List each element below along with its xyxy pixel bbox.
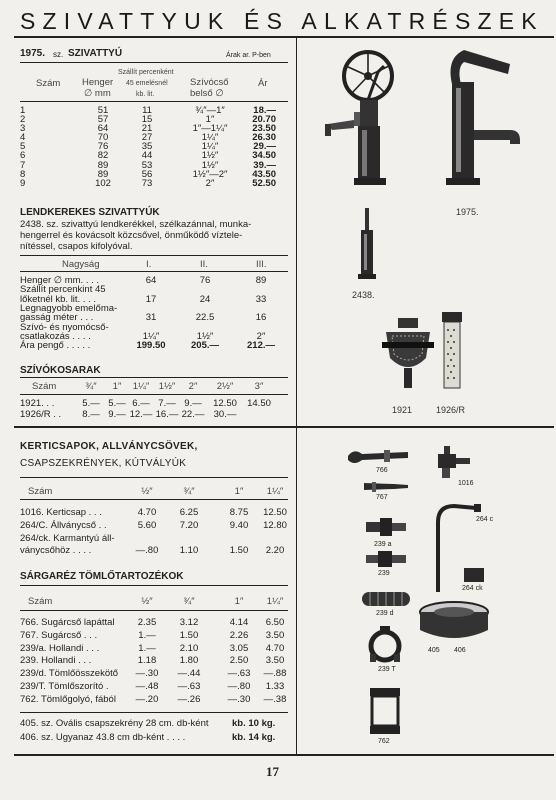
pump-szivo-cell: 1½″ xyxy=(201,159,219,171)
caption-239: 239 xyxy=(378,570,390,577)
caption-1921: 1921 xyxy=(392,405,413,415)
caption-239d: 239 d xyxy=(376,610,394,617)
pump-henger-cell: 89 xyxy=(97,168,109,180)
sarga-row-value: —.30 xyxy=(135,668,159,680)
sarga-row-value: 2.26 xyxy=(229,629,249,641)
kosar-row-value: 6.— xyxy=(132,398,150,409)
lend-row-label: gasság méter . . . xyxy=(20,312,94,324)
kosar-row-value: 8.— xyxy=(82,409,100,420)
lend-row-v3: 2″ xyxy=(256,330,266,342)
lendkerekes-heading: LENDKEREKES SZIVATTYÚK xyxy=(20,207,160,218)
kerti-row-value: 5.60 xyxy=(137,519,157,531)
kosar-row-value: 30.— xyxy=(213,409,237,420)
lend-row-label: lőketnél kb. lit. . . . xyxy=(20,293,97,305)
kosar-size-header: 2½″ xyxy=(216,381,234,392)
pump-henger-cell: 70 xyxy=(97,132,109,144)
column-divider xyxy=(296,38,297,754)
lend-row-label: Ára pengő . . . . . xyxy=(20,340,91,352)
sarga-row-value: 1.50 xyxy=(179,629,199,641)
pump-col-henger: Henger xyxy=(82,77,114,88)
pump-henger-cell: 102 xyxy=(95,177,111,189)
pump-szivo-cell: 1¼″ xyxy=(201,132,219,144)
kerti-row-value: 12.50 xyxy=(263,507,287,518)
pump-szallit-cell: 56 xyxy=(141,168,153,180)
pump-col-szivo-values xyxy=(180,106,240,188)
footer-rule xyxy=(20,712,288,713)
sarga-row-value: —.48 xyxy=(135,681,159,692)
pump-col-ar: Ár xyxy=(258,78,268,89)
kosar-row-value: 12.— xyxy=(129,409,153,420)
pump-col-szallit-values xyxy=(132,106,162,188)
pump-henger-cell: 89 xyxy=(97,159,109,171)
karmantyu-264ck-illustration xyxy=(464,568,484,582)
pump-ar-cell: 52.50 xyxy=(252,177,276,189)
kosar-1926r-illustration xyxy=(438,312,466,390)
lendkerekes-desc-2: hengerrel és kovácsolt közcsővel, önműködő víztele- xyxy=(20,230,243,241)
kosar-size-header: ¾″ xyxy=(85,381,97,392)
lend-row-label: Szállít percenkint 45 xyxy=(20,284,106,296)
section-rule xyxy=(14,426,554,428)
sarga-row-value: 2.35 xyxy=(137,617,157,628)
sarga-row-value: 1.— xyxy=(138,629,156,641)
kosar-row-value: 5.— xyxy=(82,398,100,409)
kerti-row-value: 1.50 xyxy=(229,545,249,557)
kosar-size-header: 3″ xyxy=(254,381,264,392)
caption-264c: 264 c xyxy=(476,516,494,523)
hollandi-239-illustration xyxy=(366,550,406,568)
lend-col-nagysag: Nagyság xyxy=(62,259,100,270)
kerti-row-label: ványcsőhöz . . . . xyxy=(20,545,92,557)
caption-239t: 239 T xyxy=(378,666,396,673)
page-title: SZIVATTYUK ÉS ALKATRÉSZEK xyxy=(20,8,544,34)
sarga-row-value: 2.10 xyxy=(179,642,199,654)
sarga-row-value: 3.50 xyxy=(265,655,285,667)
lend-row-v1: 64 xyxy=(145,275,157,286)
title-rule xyxy=(14,36,554,38)
sarga-row-label: 762. Tömlőgolyó, fából xyxy=(20,693,116,705)
kosar-row-value: 9.— xyxy=(184,398,202,409)
pump-col-szivo: Szívócső xyxy=(190,77,229,88)
pump-col-nums xyxy=(20,106,40,188)
lend-row-v2: 1½″ xyxy=(196,330,214,342)
sarga-row-value: 1.18 xyxy=(137,655,157,667)
lend-row-v3: 212.— xyxy=(247,340,275,352)
footer-line-2-weight: kb. 14 kg. xyxy=(232,732,276,743)
caption-2438: 2438. xyxy=(352,290,375,300)
pump-ar-cell: 29.— xyxy=(253,141,276,153)
kosar-row-value: 9.— xyxy=(108,409,126,420)
sarga-row-value: —.63 xyxy=(227,668,251,680)
sarga-row-value: —.88 xyxy=(263,668,287,680)
kosar-size-header: 1¼″ xyxy=(132,381,150,392)
footer-line-1-weight: kb. 10 kg. xyxy=(232,718,276,729)
pump-1975-illustration xyxy=(318,44,428,194)
pump-henger-cell: 57 xyxy=(97,114,109,126)
caption-767: 767 xyxy=(376,494,388,501)
pump-szallit-cell: 27 xyxy=(141,132,153,144)
hand-pump-illustration xyxy=(430,44,530,194)
kerti-row-value: —.80 xyxy=(135,545,159,557)
sarga-size-header: ½″ xyxy=(141,596,153,607)
kerti-row-label: 264/ck. Karmantyú áll- xyxy=(20,532,115,544)
tomlooszekoto-239d-illustration xyxy=(362,590,410,608)
lend-row-v2: 22.5 xyxy=(195,312,215,324)
csapszekreny-405-406-illustration xyxy=(418,600,490,642)
pump-nums-cell: 5 xyxy=(20,141,26,153)
pump-szivo-cell: ¾″—1″ xyxy=(195,105,225,116)
kerti-size-header: ¾″ xyxy=(183,486,195,497)
kerti-row-label: 264/C. Állványcső . . xyxy=(20,519,107,531)
lend-row-v2: 205.— xyxy=(191,340,219,352)
lend-row-label: Henger ∅ mm. . . . xyxy=(20,275,100,286)
kosar-row-value: 14.50 xyxy=(247,398,271,409)
sarga-row-value: 6.50 xyxy=(265,617,285,628)
sarga-row-value: —.63 xyxy=(177,681,201,692)
lend-row-v3: 33 xyxy=(255,293,267,305)
sarga-row-value: 3.12 xyxy=(179,617,199,628)
sarga-row-value: 2.50 xyxy=(229,655,249,667)
lendkerekes-desc-3: nítéssel, csapos kifolyóval. xyxy=(20,241,133,252)
pump-szivo-cell: 1″—1¼″ xyxy=(192,123,228,135)
kerti-heading-1: KERTICSAPOK, ALLVÁNYCSÖVEK, xyxy=(20,441,198,452)
sarga-row-value: 1.33 xyxy=(265,681,285,692)
sarga-row-label: 767. Sugárcső . . . xyxy=(20,629,98,641)
lend-row-label: csatlakozás . . . . xyxy=(20,330,91,342)
sarga-row-value: 1.80 xyxy=(179,655,199,667)
sarga-row-label: 239/a. Hollandi . . . xyxy=(20,642,100,654)
lend-top-rule xyxy=(20,255,288,256)
sargarez-heading: SÁRGARÉZ TÖMLŐTARTOZÉKOK xyxy=(20,571,184,582)
sarga-top-rule xyxy=(20,585,288,586)
sarga-col-szam: Szám xyxy=(28,596,53,607)
pump-szallit-cell: 11 xyxy=(142,105,152,116)
pump-szallit-cell: 15 xyxy=(141,114,153,126)
sarga-row-value: 4.14 xyxy=(229,617,249,628)
sarga-row-label: 766. Sugárcső lapáttal xyxy=(20,617,115,628)
pump-szallit-cell: 73 xyxy=(141,177,153,189)
pump-szallit-cell: 35 xyxy=(141,141,153,153)
lend-row-v2: 24 xyxy=(199,293,211,305)
pump-szivo-cell: 1¼″ xyxy=(201,141,219,153)
pump-col-szivo-2: belső ∅ xyxy=(190,88,224,99)
kerti-row-value: 9.40 xyxy=(229,519,249,531)
pump-heading-sz: sz. xyxy=(53,50,64,59)
lend-col-2: II. xyxy=(200,259,208,270)
pump-col-ar-values xyxy=(246,106,276,188)
pump-col-henger-values xyxy=(88,106,118,188)
sarga-row-value: —.38 xyxy=(263,693,287,705)
pump-szivo-cell: 1″ xyxy=(205,114,215,126)
pump-nums-cell: 3 xyxy=(20,123,26,135)
pump-col-szallit-3: kb. lit. xyxy=(136,91,155,98)
pump-ar-cell: 20.70 xyxy=(252,114,276,126)
pump-szallit-cell: 44 xyxy=(141,150,153,162)
lendkerekes-desc-1: 2438. sz. szivattyú lendkerékkel, szélkazánnal, munka- xyxy=(20,219,252,230)
pump-nums-cell: 6 xyxy=(20,150,26,162)
kerti-head-rule xyxy=(20,499,288,500)
sarga-row-value: 3.50 xyxy=(265,629,285,641)
pump-col-henger-unit: ∅ mm xyxy=(84,88,111,99)
kosar-head-rule xyxy=(20,394,288,395)
kerti-row-value: 2.20 xyxy=(265,545,285,557)
sarga-row-label: 239/T. Tömlőszorító . xyxy=(20,681,109,692)
tomloszorito-239t-illustration xyxy=(366,624,404,664)
lend-row-v1: 1¼″ xyxy=(142,330,160,342)
sarga-row-label: 239. Hollandi . . . xyxy=(20,655,92,667)
lend-col-3: III. xyxy=(256,259,267,270)
sarga-row-value: —.30 xyxy=(227,693,251,705)
kerti-heading-2: CSAPSZEKRÉNYEK, KÚTVÁLYÚK xyxy=(20,458,187,469)
kosar-size-header: 2″ xyxy=(188,381,198,392)
caption-406: 406 xyxy=(454,647,466,654)
pump-2438-illustration xyxy=(354,208,380,282)
footer-line-2: 406. sz. Ugyanaz 43.8 cm db-ként . . . . xyxy=(20,732,186,743)
pump-szivo-cell: 2″ xyxy=(205,177,215,189)
pump-ar-cell: 18.— xyxy=(253,105,276,116)
kerti-row-value: 8.75 xyxy=(229,507,249,518)
kerti-size-header: 1″ xyxy=(234,486,244,497)
pump-henger-cell: 64 xyxy=(97,123,109,135)
pump-szallit-cell: 21 xyxy=(141,123,153,135)
lend-row-label: Legnagyobb emelőma- xyxy=(20,302,118,314)
page-number: 17 xyxy=(266,764,279,779)
pump-nums-cell: 8 xyxy=(20,168,26,180)
pump-henger-cell: 51 xyxy=(97,105,109,116)
pump-heading-year: 1975. xyxy=(20,48,46,59)
lend-row-v1: 199.50 xyxy=(136,340,166,352)
sarga-row-value: —.20 xyxy=(135,693,159,705)
hollandi-239a-illustration xyxy=(366,516,406,538)
pump-col-szam: Szám xyxy=(36,78,61,89)
kosar-row-value: 12.50 xyxy=(213,398,237,409)
caption-239a: 239 a xyxy=(374,541,392,548)
sarga-row-value: —.80 xyxy=(227,681,251,692)
caption-766: 766 xyxy=(376,467,388,474)
caption-762: 762 xyxy=(378,738,390,745)
lend-row-v3: 89 xyxy=(255,275,267,286)
kosar-row-szam: 1926/R . . xyxy=(20,409,62,420)
sarga-head-rule xyxy=(20,610,288,611)
sarga-row-value: —.44 xyxy=(177,668,201,680)
pump-nums-cell: 9 xyxy=(20,177,26,189)
pump-szallit-cell: 53 xyxy=(141,159,153,171)
sarga-row-value: 3.05 xyxy=(229,642,249,654)
kosar-row-value: 5.— xyxy=(108,398,126,409)
caption-405: 405 xyxy=(428,647,440,654)
kerti-row-value: 12.80 xyxy=(263,519,287,531)
kosar-1921-illustration xyxy=(382,318,434,392)
pump-henger-cell: 82 xyxy=(97,150,109,162)
sugarcso-767-illustration xyxy=(364,480,408,492)
pump-nums-cell: 1 xyxy=(20,105,26,116)
kerti-top-rule xyxy=(20,477,288,478)
pump-col-szallit-1: Szállít percenként xyxy=(118,69,174,76)
sarga-size-header: 1″ xyxy=(234,596,244,607)
pump-ar-cell: 23.50 xyxy=(252,123,276,135)
price-note: Árak ar. P-ben xyxy=(226,52,271,59)
pump-nums-cell: 2 xyxy=(20,114,26,126)
kerti-col-szam: Szám xyxy=(28,486,53,497)
footer-line-1: 405. sz. Ovális csapszekrény 28 cm. db-ként xyxy=(20,718,209,729)
kerticsap-1016-illustration xyxy=(432,446,472,480)
pump-szivo-cell: 1½″ xyxy=(201,150,219,162)
sarga-size-header: ¾″ xyxy=(183,596,195,607)
szivokosarak-heading: SZÍVÓKOSARAK xyxy=(20,365,101,376)
pump-ar-cell: 26.30 xyxy=(252,132,276,144)
pump-henger-cell: 76 xyxy=(97,141,109,153)
pump-nums-cell: 7 xyxy=(20,159,26,171)
lend-row-label: Szívó- és nyomócső- xyxy=(20,321,109,333)
pump-ar-cell: 43.50 xyxy=(252,168,276,180)
kosar-row-value: 7.— xyxy=(158,398,176,409)
kerti-size-header: 1¼″ xyxy=(266,486,284,497)
sarga-row-value: —.26 xyxy=(177,693,201,705)
kosar-top-rule xyxy=(20,377,288,378)
pump-nums-cell: 4 xyxy=(20,132,26,144)
pump-ar-cell: 39.— xyxy=(253,159,276,171)
kosar-row-value: 22.— xyxy=(181,409,205,420)
pump-subheader-rule xyxy=(20,101,288,102)
sarga-row-label: 239/d. Tömlőösszekötő xyxy=(20,668,119,680)
sarga-size-header: 1¼″ xyxy=(266,596,284,607)
kosar-row-szam: 1921. . . xyxy=(20,398,55,409)
lend-row-v1: 31 xyxy=(145,312,157,324)
sarga-row-value: 1.— xyxy=(138,642,156,654)
sarga-row-value: 4.70 xyxy=(265,642,285,654)
caption-1016: 1016 xyxy=(458,480,474,487)
kerti-row-value: 4.70 xyxy=(137,507,157,518)
kerti-row-value: 1.10 xyxy=(179,545,199,557)
lend-head-rule xyxy=(20,271,288,272)
pump-szivo-cell: 1½″—2″ xyxy=(192,168,228,180)
pump-header-rule xyxy=(20,62,288,63)
pump-heading-name: SZIVATTYÚ xyxy=(68,48,123,59)
bottom-rule xyxy=(14,754,554,756)
lend-row-v1: 17 xyxy=(145,293,157,305)
kerti-row-value: 7.20 xyxy=(179,519,199,531)
kosar-size-header: 1″ xyxy=(112,381,122,392)
lend-col-1: I. xyxy=(146,259,152,270)
kosar-row-value: 16.— xyxy=(155,409,179,420)
lend-row-v3: 16 xyxy=(255,312,267,324)
lend-row-v2: 76 xyxy=(199,275,211,286)
tomlogolyo-762-illustration xyxy=(368,688,402,734)
kosar-col-szam: Szám xyxy=(32,381,57,392)
kerti-row-value: 6.25 xyxy=(179,507,199,518)
kosar-size-header: 1½″ xyxy=(158,381,176,392)
caption-264ck: 264 ck xyxy=(462,585,483,592)
caption-1926r: 1926/R xyxy=(436,405,466,415)
pump-ar-cell: 34.50 xyxy=(252,150,276,162)
pump-col-szallit-2: 45 emelésnél xyxy=(126,80,168,87)
kerti-size-header: ½″ xyxy=(141,486,153,497)
caption-1975: 1975. xyxy=(456,207,479,217)
kerti-row-label: 1016. Kerticsap . . . xyxy=(20,507,102,518)
